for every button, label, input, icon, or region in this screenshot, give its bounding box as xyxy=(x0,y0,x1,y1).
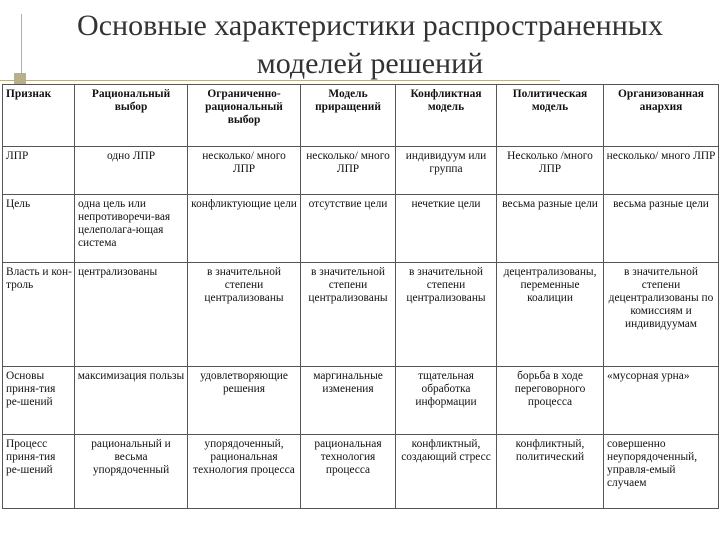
table-cell: конфликтующие цели xyxy=(188,195,301,263)
table-cell: весьма разные цели xyxy=(497,195,604,263)
table-cell: совершенно неупорядоченный, управля-емый случаем xyxy=(604,435,719,509)
table-cell: в значительной степени децентрализованы по комиссиям и индивидуумам xyxy=(604,263,719,367)
table-cell: в значительной степени централизованы xyxy=(396,263,497,367)
table-cell: борьба в ходе переговорного процесса xyxy=(497,367,604,435)
slide-title xyxy=(0,0,720,84)
table-cell: рациональная технология процесса xyxy=(301,435,396,509)
table-cell: несколько/ много ЛПР xyxy=(188,147,301,195)
table-cell: «мусорная урна» xyxy=(604,367,719,435)
table-cell: удовлетворяющие решения xyxy=(188,367,301,435)
table-cell: централизованы xyxy=(75,263,188,367)
column-header: Признак xyxy=(3,85,75,147)
row-label: Процесс приня-тия ре-шений xyxy=(3,435,75,509)
column-header: Модель приращений xyxy=(301,85,396,147)
table-row xyxy=(3,435,719,509)
table-cell: в значительной степени централизованы xyxy=(301,263,396,367)
table-cell: конфликтный, политический xyxy=(497,435,604,509)
column-header: Организованная анархия xyxy=(604,85,719,147)
table-cell: максимизация пользы xyxy=(75,367,188,435)
models-comparison-table xyxy=(2,84,719,509)
table-cell: тщательная обработка информации xyxy=(396,367,497,435)
table-cell: маргинальные изменения xyxy=(301,367,396,435)
table-cell: в значительной степени централизованы xyxy=(188,263,301,367)
table-header-row xyxy=(3,85,719,147)
row-label: Цель xyxy=(3,195,75,263)
table-cell: одна цель или непротиворечи-вая целеполага-ющая система xyxy=(75,195,188,263)
table-row xyxy=(3,367,719,435)
table-cell: индивидуум или группа xyxy=(396,147,497,195)
row-label: ЛПР xyxy=(3,147,75,195)
table-cell: децентрализованы, переменные коалиции xyxy=(497,263,604,367)
column-header: Конфликтная модель xyxy=(396,85,497,147)
table-row xyxy=(3,147,719,195)
column-header: Рациональный выбор xyxy=(75,85,188,147)
column-header: Ограниченно-рациональный выбор xyxy=(188,85,301,147)
table-row xyxy=(3,263,719,367)
title-line-2: моделей решений xyxy=(256,47,484,80)
table-cell: отсутствие цели xyxy=(301,195,396,263)
title-line-1: Основные характеристики распространенных xyxy=(77,9,663,42)
table-cell: несколько/ много ЛПР xyxy=(301,147,396,195)
table-cell: несколько/ много ЛПР xyxy=(604,147,719,195)
table-cell: Несколько /много ЛПР xyxy=(497,147,604,195)
row-label: Основы приня-тия ре-шений xyxy=(3,367,75,435)
table-cell: нечеткие цели xyxy=(396,195,497,263)
table-cell: конфликтный, создающий стресс xyxy=(396,435,497,509)
decorative-horizontal-line xyxy=(0,80,560,81)
row-label: Власть и кон-троль xyxy=(3,263,75,367)
column-header: Политическая модель xyxy=(497,85,604,147)
decorative-vertical-line xyxy=(21,14,22,80)
table-cell: упорядоченный, рациональная технология процесса xyxy=(188,435,301,509)
table-cell: весьма разные цели xyxy=(604,195,719,263)
table-cell: рациональный и весьма упорядоченный xyxy=(75,435,188,509)
table-cell: одно ЛПР xyxy=(75,147,188,195)
table-row xyxy=(3,195,719,263)
